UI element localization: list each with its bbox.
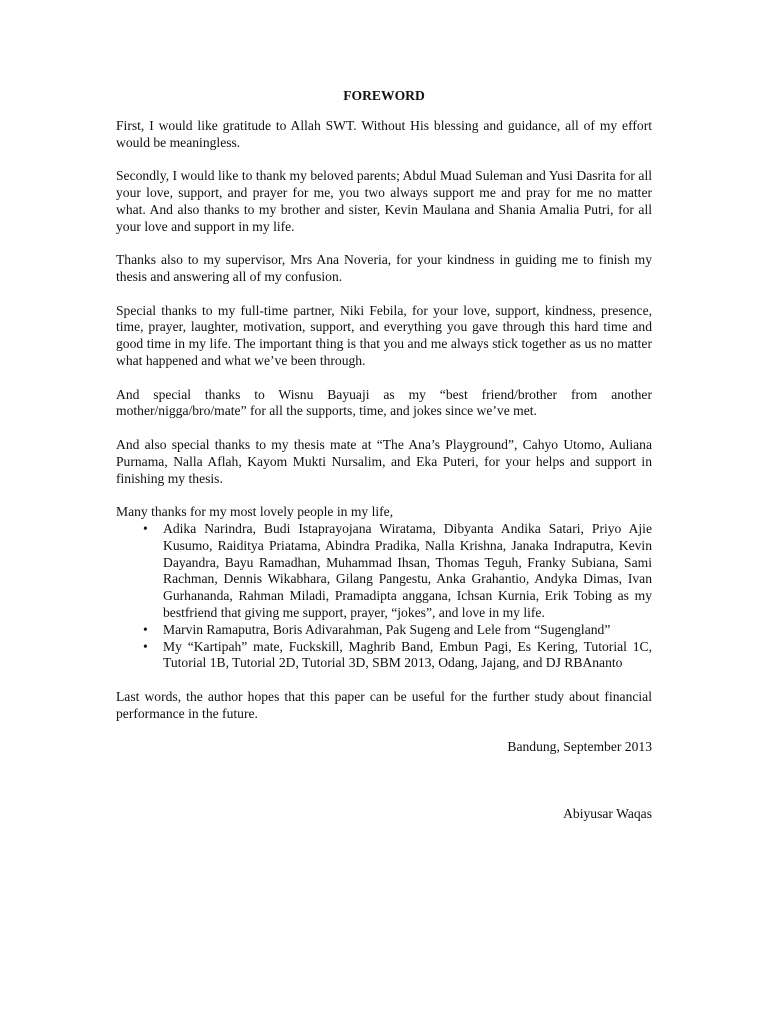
bullet-icon: •	[143, 638, 148, 654]
list-item	[143, 621, 652, 639]
list-item-text: Marvin Ramaputra, Boris Adivarahman, Pak Sugeng and Lele from “Sugengland”	[163, 621, 611, 637]
page-title: FOREWORD	[343, 88, 425, 103]
list-item	[143, 520, 652, 622]
place-date: Bandung, September 2013	[507, 739, 652, 755]
paragraph-best-friend: And special thanks to Wisnu Bayuaji as my “best friend/brother from another mother/nigga/bro/mate” for all the supports, time, and jokes since we’ve met.	[116, 386, 652, 419]
thanks-list	[116, 521, 652, 672]
author-name: Abiyusar Waqas	[563, 806, 652, 822]
paragraph-thesis-mates: And also special thanks to my thesis mate at “The Ana’s Playground”, Cahyo Utomo, Auliana Purnama, Nalla Aflah, Kayom Mukti Nursalim, and Eka Puteri, for your helps and support in finishing my thesis.	[116, 436, 652, 486]
paragraph-closing: Last words, the author hopes that this paper can be useful for the further study about financial performance in the future.	[116, 688, 652, 721]
document-body	[116, 88, 652, 823]
paragraph-parents: Secondly, I would like to thank my beloved parents; Abdul Muad Suleman and Yusi Dasrita for all your love, support, and prayer for me, you two always support me and pray for me no matter what. And also thanks to my brother and sister, Kevin Maulana and Shania Amalia Putri, for all your love and support in my life.	[116, 168, 652, 234]
list-item-text: Adika Narindra, Budi Istaprayojana Wiratama, Dibyanta Andika Satari, Priyo Ajie Kusumo, Raiditya Priatama, Abindra Pradika, Nalla Krishna, Janaka Indraputra, Kevin Dayandra, Bayu Ramadhan, Muhammad Ihsan, Thomas Teguh, Franky Subiana, Sami Rachman, Dennis Wikabhara, Gilang Pangestu, Anka Grahantio, Andyka Dimas, Ivan Gurhananda, Rahman Miladi, Pramadipta anggana, Ichsan Kurnia, Erik Tobing as my bestfriend that giving me support, prayer, “jokes”, and love in my life.	[163, 520, 652, 620]
bullet-icon: •	[143, 621, 148, 637]
list-intro: Many thanks for my most lovely people in my life,	[116, 504, 394, 520]
bullet-icon: •	[143, 520, 148, 536]
list-item-text: My “Kartipah” mate, Fuckskill, Maghrib Band, Embun Pagi, Es Kering, Tutorial 1C, Tutorial 1B, Tutorial 2D, Tutorial 3D, SBM 2013, Odang, Jajang, and DJ RBAnanto	[163, 638, 652, 671]
paragraph-gratitude-god: First, I would like gratitude to Allah SWT. Without His blessing and guidance, all of my effort would be meaningless.	[116, 117, 652, 150]
list-item	[143, 638, 652, 673]
paragraph-partner: Special thanks to my full-time partner, Niki Febila, for your love, support, kindness, presence, time, prayer, laughter, motivation, support, and everything you gave through this hard time and good time in my life. The important thing is that you and me always stick together as us no matter what happened and what we’ve been through.	[116, 302, 652, 368]
paragraph-supervisor: Thanks also to my supervisor, Mrs Ana Noveria, for your kindness in guiding me to finish my thesis and answering all of my confusion.	[116, 252, 652, 284]
